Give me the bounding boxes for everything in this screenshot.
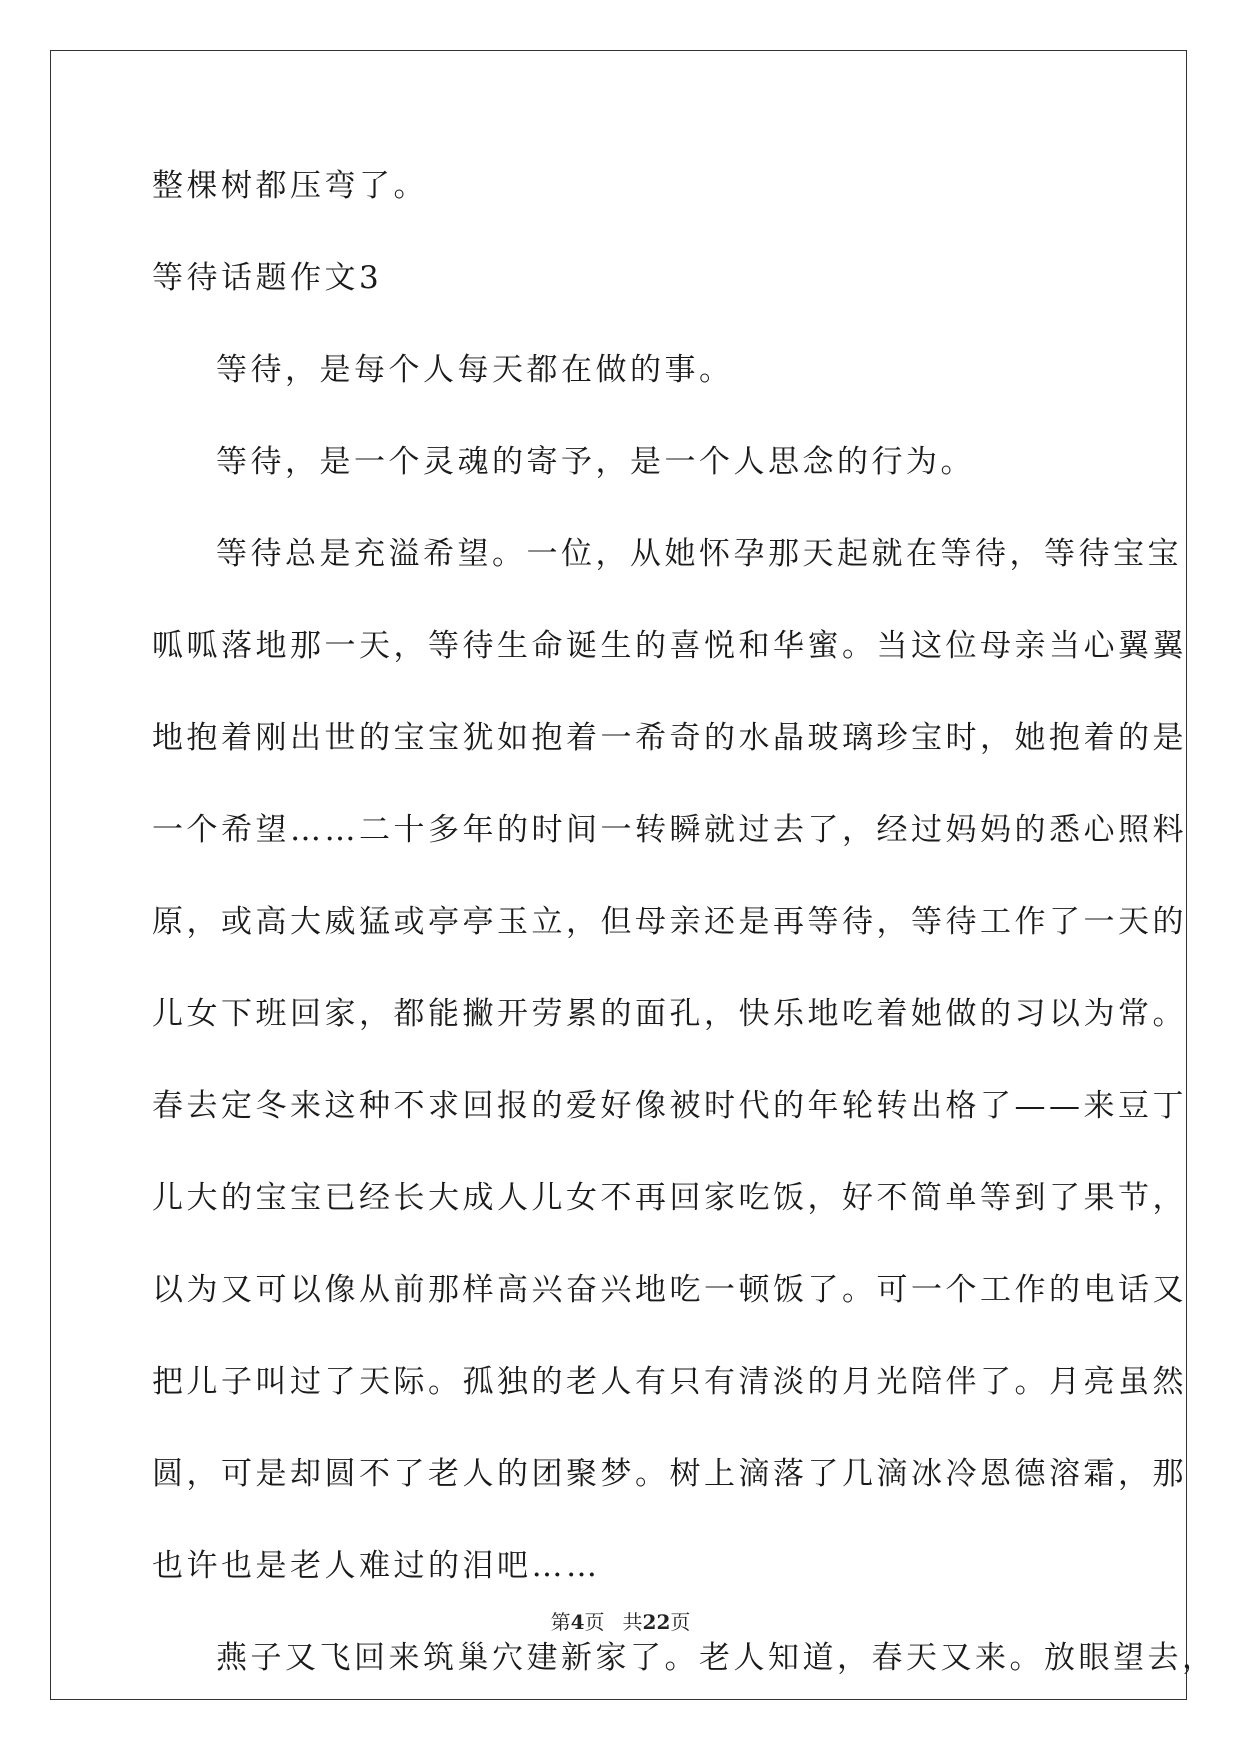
paragraph-line: 圆，可是却圆不了老人的团聚梦。树上滴落了几滴冰冷恩德溶霜，那 [152,1456,1187,1492]
paragraph-line: 呱呱落地那一天，等待生命诞生的喜悦和华蜜。当这位母亲当心翼翼 [152,628,1187,664]
document-body [152,165,1217,1729]
total-page-count: 22 [642,1610,671,1634]
paragraph-line: 儿女下班回家，都能撇开劳累的面孔，快乐地吃着她做的习以为常。 [152,996,1187,1032]
paragraph-line: 一个希望……二十多年的时间一转瞬就过去了，经过妈妈的悉心照料 [152,812,1187,848]
footer-total-suffix: 页 [670,1610,691,1634]
paragraph-line: 也许也是老人难过的泪吧…… [152,1548,601,1584]
paragraph-line: 等待，是一个灵魂的寄予，是一个人思念的行为。 [216,444,975,480]
page-footer [0,1606,1241,1635]
footer-prefix: 第 [550,1610,571,1634]
paragraph-line: 把儿子叫过了天际。孤独的老人有只有清淡的月光陪伴了。月亮虽然 [152,1364,1187,1400]
paragraph-line: 等待，是每个人每天都在做的事。 [216,352,734,388]
footer-page-suffix: 页 [584,1610,605,1634]
section-heading: 等待话题作文3 [152,260,383,296]
footer-total-prefix: 共 [622,1610,643,1634]
paragraph-line: 原，或高大威猛或亭亭玉立，但母亲还是再等待，等待工作了一天的 [152,904,1187,940]
paragraph-line: 等待总是充溢希望。一位，从她怀孕那天起就在等待，等待宝宝 [216,536,1182,572]
paragraph-line: 春去定冬来这种不求回报的爱好像被时代的年轮转出格了——来豆丁 [152,1088,1187,1124]
text-line: 整棵树都压弯了。 [152,168,428,204]
paragraph-line: 以为又可以像从前那样高兴奋兴地吃一顿饭了。可一个工作的电话又 [152,1272,1187,1308]
paragraph-line: 地抱着刚出世的宝宝犹如抱着一希奇的水晶玻璃珍宝时，她抱着的是 [152,720,1187,756]
current-page-number: 4 [570,1610,585,1634]
paragraph-line: 燕子又飞回来筑巢穴建新家了。老人知道，春天又来。放眼望去， [216,1640,1217,1676]
paragraph-line: 儿大的宝宝已经长大成人儿女不再回家吃饭，好不简单等到了果节， [152,1180,1187,1216]
